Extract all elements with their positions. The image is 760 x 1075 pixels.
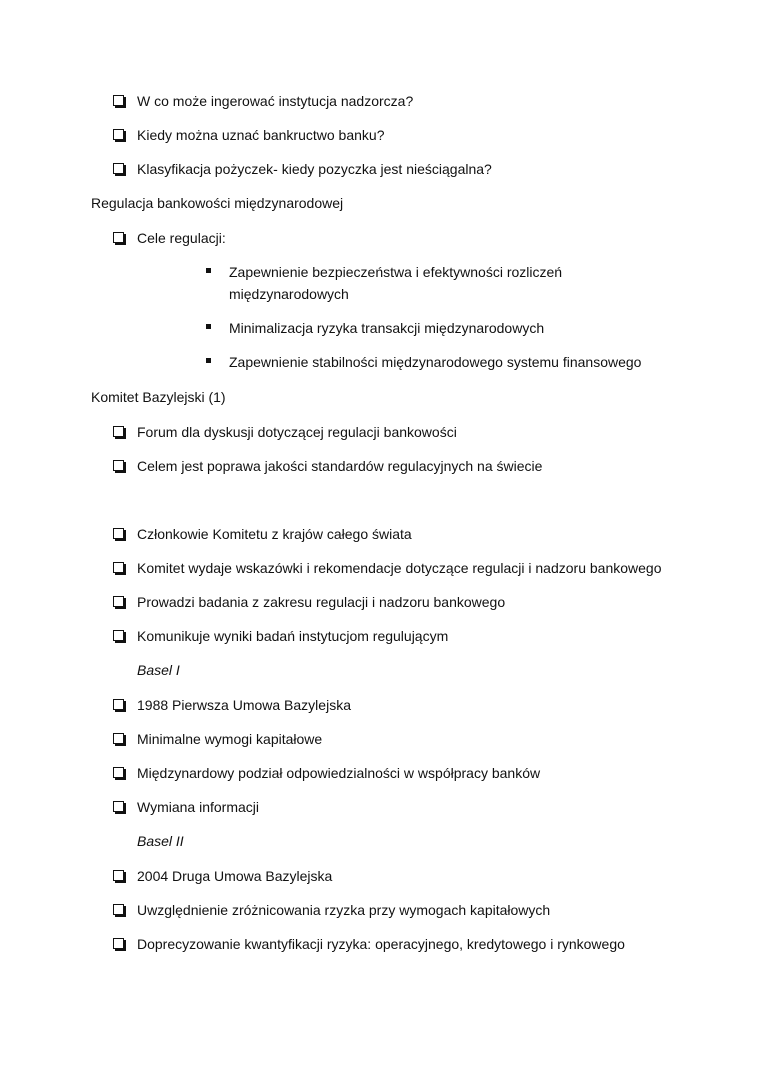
list-item: Zapewnienie bezpieczeństwa i efektywności rozliczeń [229,264,563,280]
square-bullet-icon [206,268,211,273]
list-item: Uwzględnienie zróżnicowania rzyzka przy wymogach kapitałowych [137,902,551,918]
list-item: Klasyfikacja pożyczek- kiedy pozyczka jest nieściągalna? [137,161,492,177]
section-heading: Komitet Bazylejski (1) [91,389,226,405]
list-item: Minimalne wymogi kapitałowe [137,731,323,747]
section-heading: Regulacja bankowości międzynarodowej [91,195,344,211]
square-bullet-icon [206,324,211,329]
subheading-basel-i: Basel I [137,662,180,678]
list-item-continuation: międzynarodowych [229,286,349,302]
checkbox-icon [113,870,124,881]
list-item: Minimalizacja ryzyka transakcji międzynarodowych [229,320,545,336]
list-item: 2004 Druga Umowa Bazylejska [137,868,333,884]
checkbox-icon [113,630,124,641]
checkbox-icon [113,129,124,140]
checkbox-icon [113,767,124,778]
checkbox-icon [113,163,124,174]
checkbox-icon [113,460,124,471]
checkbox-icon [113,596,124,607]
list-item: W co może ingerować instytucja nadzorcza? [137,93,414,109]
subheading-basel-ii: Basel II [137,833,184,849]
checkbox-icon [113,528,124,539]
list-item: Zapewnienie stabilności międzynarodowego systemu finansowego [229,354,642,370]
checkbox-icon [113,232,124,243]
checkbox-icon [113,733,124,744]
square-bullet-icon [206,358,211,363]
checkbox-icon [113,904,124,915]
list-item: Kiedy można uznać bankructwo banku? [137,127,385,143]
checkbox-icon [113,699,124,710]
checkbox-icon [113,938,124,949]
list-item: Komunikuje wyniki badań instytucjom regulującym [137,628,449,644]
list-item: Prowadzi badania z zakresu regulacji i nadzoru bankowego [137,594,506,610]
list-item: Forum dla dyskusji dotyczącej regulacji bankowości [137,424,457,440]
list-item: Międzynardowy podział odpowiedzialności w współpracy banków [137,765,541,781]
list-item: Członkowie Komitetu z krajów całego świata [137,526,412,542]
checkbox-icon [113,562,124,573]
list-item: Cele regulacji: [137,230,226,246]
list-item: Komitet wydaje wskazówki i rekomendacje dotyczące regulacji i nadzoru bankowego [137,560,662,576]
list-item: Doprecyzowanie kwantyfikacji ryzyka: operacyjnego, kredytowego i rynkowego [137,936,625,952]
checkbox-icon [113,95,124,106]
checkbox-icon [113,801,124,812]
list-item: 1988 Pierwsza Umowa Bazylejska [137,697,351,713]
checkbox-icon [113,426,124,437]
list-item: Wymiana informacji [137,799,260,815]
list-item: Celem jest poprawa jakości standardów regulacyjnych na świecie [137,458,543,474]
